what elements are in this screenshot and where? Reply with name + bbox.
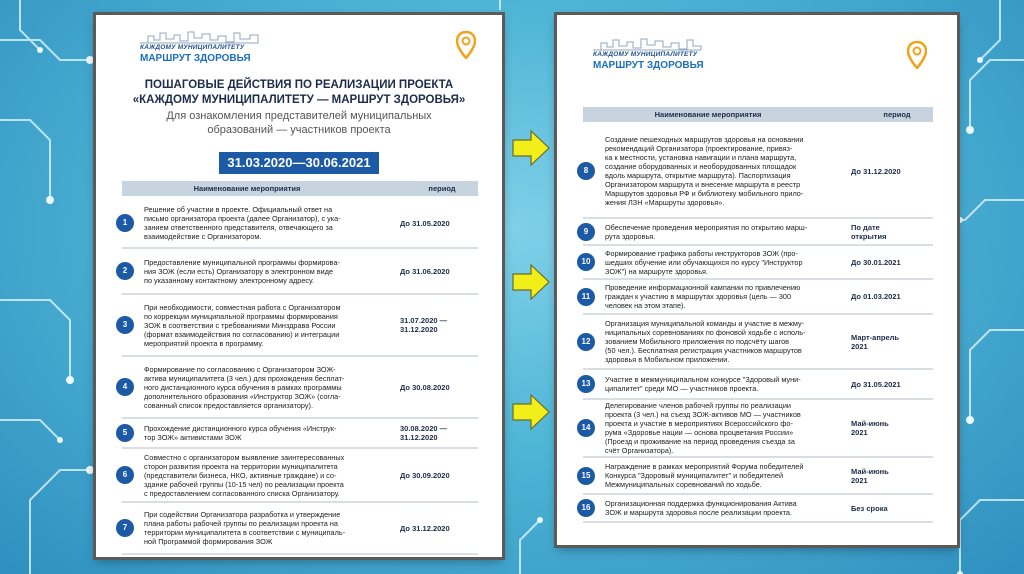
step-description-line: здание рабочей группы (10-15 чел) по реализации проекта xyxy=(144,480,344,489)
step-description-line: Конкурса "Здоровый муниципалитет" и победителей xyxy=(605,471,784,480)
step-description-line: жения ЛЗН «Маршруты здоровья». xyxy=(605,198,725,207)
step-description xyxy=(605,249,803,276)
right-steps-table xyxy=(583,107,933,537)
table-row xyxy=(583,458,933,495)
table-row xyxy=(583,370,933,400)
step-number: 1 xyxy=(116,214,134,232)
header-period: период xyxy=(883,110,911,119)
step-description-line: рута здоровья. xyxy=(605,232,656,241)
logo-tagline: КАЖДОМУ МУНИЦИПАЛИТЕТУ xyxy=(140,44,245,51)
step-description-line: Межмуниципальных соревнований по ходьбе. xyxy=(605,480,762,489)
right-arrow-icon xyxy=(511,392,551,432)
step-period-line: До 30.09.2020 xyxy=(400,471,450,480)
step-number: 2 xyxy=(116,262,134,280)
step-period xyxy=(851,167,901,176)
step-description-line: Формирование по согласованию с Организатором ЗОЖ- xyxy=(144,365,336,374)
step-description xyxy=(605,375,801,393)
step-description-line: (50 чел.). Бесплатная регистрация участников маршрутов xyxy=(605,346,802,355)
step-period-line: До 31.12.2020 xyxy=(400,524,450,533)
step-description-line: ной Программой формирования ЗОЖ xyxy=(144,537,273,546)
step-period xyxy=(851,258,901,267)
step-description xyxy=(605,401,801,455)
step-period-line: 31.12.2020 xyxy=(400,433,438,442)
step-description-line: вдоль маршрута, открытие маршрута). Паспортизация xyxy=(605,171,791,180)
step-period xyxy=(851,467,889,485)
page-title-line1: ПОШАГОВЫЕ ДЕЙСТВИЯ ПО РЕАЛИЗАЦИИ ПРОЕКТА xyxy=(144,79,454,91)
step-number: 5 xyxy=(116,424,134,442)
step-number: 3 xyxy=(116,316,134,334)
table-row xyxy=(122,199,478,249)
step-description-line: Совместно с организатором выявление заинтересованных xyxy=(144,453,345,462)
step-description-line: Прохождение дистанционного курса обучения «Инструк- xyxy=(144,424,337,433)
step-period-line: До 30.01.2021 xyxy=(851,258,901,267)
step-period xyxy=(851,380,901,389)
step-number: 13 xyxy=(577,375,595,393)
step-description-line: тор ЗОЖ» активистами ЗОЖ xyxy=(144,433,242,442)
step-number: 9 xyxy=(577,223,595,241)
step-description-line: ка к местности, установка навигации и плана маршрута, xyxy=(605,153,797,162)
left-steps-table xyxy=(122,181,478,551)
logo-title: МАРШРУТ ЗДОРОВЬЯ xyxy=(140,53,251,64)
step-description xyxy=(605,283,800,310)
step-description-line: ципалитет" среди МО — участников проекта. xyxy=(605,384,759,393)
step-description-line: Создание пешеходных маршрутов здоровья на основании xyxy=(605,135,804,144)
step-period-line: 2021 xyxy=(851,428,868,437)
step-description-line: взаимодействие с Организатором. xyxy=(144,232,262,241)
step-period-line: Март-апрель xyxy=(851,333,899,342)
step-description xyxy=(605,319,805,364)
step-period-line: До 31.12.2020 xyxy=(851,167,901,176)
step-description-line: сторон развития проекта на территории муниципалитета xyxy=(144,462,338,471)
step-description-line: человек на этом этапе). xyxy=(605,301,686,310)
step-description xyxy=(605,223,807,241)
step-description-line: зованием Мобильного приложения по подсчёту шагов xyxy=(605,337,790,346)
skyline-icon xyxy=(140,30,260,44)
table-header xyxy=(122,181,478,196)
step-description-line: Организационная поддержка функционирования Актива xyxy=(605,499,797,508)
step-description xyxy=(605,462,803,489)
step-description xyxy=(144,365,344,410)
table-row xyxy=(583,246,933,280)
step-description-line: с предоставлением согласованного списка Организатору. xyxy=(144,489,340,498)
step-description-line: рекомендаций Организатора (проектирование, привяз- xyxy=(605,144,793,153)
table-row xyxy=(583,219,933,246)
step-period-line: По дате xyxy=(851,223,880,232)
table-row xyxy=(122,357,478,419)
step-description-line: Предоставление муниципальной программы формирова- xyxy=(144,258,340,267)
step-number: 16 xyxy=(577,499,595,517)
step-description xyxy=(144,453,344,498)
step-number: 12 xyxy=(577,333,595,351)
step-description-line: письмо организатора проекта (далее Организатор), с ука- xyxy=(144,214,341,223)
table-header xyxy=(583,107,933,122)
step-period-line: До 31.05.2021 xyxy=(851,380,901,389)
step-description-line: Организатором маршрута и внесение маршрута в реестр xyxy=(605,180,801,189)
step-description-line: актива муниципалитета (3 чел.) для прохождения бесплат- xyxy=(144,374,345,383)
step-number: 11 xyxy=(577,288,595,306)
step-period-line: До 30.08.2020 xyxy=(400,383,450,392)
step-period-line: открытия xyxy=(851,232,887,241)
step-description-line: шедших обучение или обучающихся по курсу "Инструктор xyxy=(605,258,803,267)
table-row xyxy=(122,295,478,357)
right-arrow-icon xyxy=(511,128,551,168)
step-description-line: (Проезд и проживание на период проведения съезда за xyxy=(605,437,795,446)
step-description-line: ного дистанционного курса обучения в рамках программы xyxy=(144,383,342,392)
step-period xyxy=(851,333,899,351)
step-description-line: по указанному контактному электронному адресу. xyxy=(144,276,314,285)
step-period-line: 31.07.2020 — xyxy=(400,316,448,325)
subtitle-line1: Для ознакомления представителей муниципальных xyxy=(166,110,432,122)
step-number: 7 xyxy=(116,519,134,537)
step-period xyxy=(851,419,889,437)
step-description-line: (представители бизнеса, НКО, активные граждане) и со- xyxy=(144,471,337,480)
logo-tagline: КАЖДОМУ МУНИЦИПАЛИТЕТУ xyxy=(593,51,698,58)
header-period: период xyxy=(428,184,456,193)
step-period xyxy=(400,267,450,276)
step-description xyxy=(144,303,341,348)
step-description-line: Проведение информационной кампании по привлечению xyxy=(605,283,801,292)
step-description-line: плана работы рабочей группы по реализации проекта на xyxy=(144,519,338,528)
step-period xyxy=(851,292,901,301)
table-row xyxy=(583,495,933,523)
step-description-line: создание оборудованных и необорудованных площадок xyxy=(605,162,797,171)
step-period-line: Май-июнь xyxy=(851,467,889,476)
step-period xyxy=(400,471,450,480)
right-document-page xyxy=(557,15,957,545)
step-period-line: Без срока xyxy=(851,504,888,513)
step-description-line: ниципальных соревнованиях по фоновой ходьбе с исполь- xyxy=(605,328,806,337)
page-title-line2: «КАЖДОМУ МУНИЦИПАЛИТЕТУ — МАРШРУТ ЗДОРОВЬЯ» xyxy=(132,94,466,106)
step-period-line: 2021 xyxy=(851,342,868,351)
step-description-line: проекта (3 чел.) на съезд ЗОЖ-активов МО — участников xyxy=(605,410,801,419)
header-name: Наименование мероприятия xyxy=(654,110,762,119)
table-row xyxy=(122,249,478,295)
step-description-line: При необходимости, совместная работа с Организатором xyxy=(144,303,341,312)
subtitle-line2: образований — участников проекта xyxy=(207,124,391,136)
project-dates-badge: 31.03.2020—30.06.2021 xyxy=(219,152,379,174)
step-description-line: ния ЗОЖ (если есть) Организатору в электронном виде xyxy=(144,267,334,276)
left-document-page xyxy=(96,15,502,557)
step-description-line: по коррекции муниципальной программы формирования xyxy=(144,312,338,321)
step-period xyxy=(400,524,450,533)
step-description-line: счёт Организатора). xyxy=(605,446,674,455)
step-description xyxy=(144,510,345,546)
step-period-line: 31.12.2020 xyxy=(400,325,438,334)
step-description xyxy=(605,135,803,207)
step-description-line: здоровья в Мобильном приложении. xyxy=(605,355,730,364)
step-description-line: Награждение в рамках мероприятий Форума победителей xyxy=(605,462,804,471)
step-description-line: Решение об участии в проекте. Официальный ответ на xyxy=(144,205,333,214)
step-period xyxy=(400,219,450,228)
step-number: 15 xyxy=(577,467,595,485)
step-number: 6 xyxy=(116,466,134,484)
step-description-line: Маршрутов здоровья РФ и библиотеку мобильного прило- xyxy=(605,189,804,198)
step-description-line: занием ответственного представителя, отвечающего за xyxy=(144,223,333,232)
step-description-line: рума «Здоровье нации — основа процветания России» xyxy=(605,428,794,437)
step-description-line: дополнительного образования «Инструктор ЗОЖ» (согла- xyxy=(144,392,341,401)
table-row xyxy=(122,449,478,503)
header-name: Наименование мероприятия xyxy=(193,184,301,193)
step-description-line: проекта и участие в мероприятиях Всероссийского фо- xyxy=(605,419,793,428)
step-period xyxy=(400,316,447,334)
step-description-line: ЗОЖ и маршрута здоровья после реализации проекта. xyxy=(605,508,792,517)
step-period-line: До 31.06.2020 xyxy=(400,267,450,276)
step-description-line: Делегирование членов рабочей группы по реализации xyxy=(605,401,791,410)
table-row xyxy=(583,125,933,219)
step-period-line: Май-июнь xyxy=(851,419,889,428)
step-period xyxy=(400,383,450,392)
step-description-line: граждан к участию в маршрутах здоровья (цель — 300 xyxy=(605,292,792,301)
step-number: 10 xyxy=(577,253,595,271)
right-logo xyxy=(593,37,713,79)
step-description-line: Обеспечение проведения мероприятия по открытию марш- xyxy=(605,223,808,232)
step-description xyxy=(144,258,340,285)
table-row xyxy=(583,280,933,315)
step-period-line: 30.08.2020 — xyxy=(400,424,448,433)
table-row xyxy=(122,503,478,555)
step-description xyxy=(605,499,797,517)
step-description-line: сованный список предоставляется организатору). xyxy=(144,401,313,410)
location-pin-icon xyxy=(907,41,927,69)
right-arrow-icon xyxy=(511,262,551,302)
table-row xyxy=(122,419,478,449)
step-description xyxy=(144,205,341,241)
step-description-line: мероприятий проекта в программу. xyxy=(144,339,264,348)
step-number: 4 xyxy=(116,378,134,396)
step-period-line: До 01.03.2021 xyxy=(851,292,901,301)
step-description xyxy=(144,424,336,442)
logo-title: МАРШРУТ ЗДОРОВЬЯ xyxy=(593,60,704,71)
step-description-line: (формат взаимодействия по согласованию) и интеграции xyxy=(144,330,340,339)
step-description-line: При содействии Организатора разработка и утверждение xyxy=(144,510,341,519)
skyline-icon xyxy=(593,37,703,51)
location-pin-icon xyxy=(456,31,476,59)
step-number: 8 xyxy=(577,162,595,180)
step-period-line: До 31.05.2020 xyxy=(400,219,450,228)
step-period xyxy=(851,504,888,513)
left-logo xyxy=(140,30,260,72)
step-description-line: ЗОЖ в соответствии с требованиями Минздрава России xyxy=(144,321,336,330)
step-description-line: Участие в межмуниципальном конкурсе "Здоровый муни- xyxy=(605,375,801,384)
step-number: 14 xyxy=(577,419,595,437)
step-period xyxy=(851,223,886,241)
table-row xyxy=(583,315,933,370)
step-description-line: Организация муниципальной команды и участие в межму- xyxy=(605,319,805,328)
table-row xyxy=(583,400,933,458)
step-description-line: Формирование графика работы инструкторов ЗОЖ (про- xyxy=(605,249,798,258)
step-description-line: ЗОЖ") на маршруте здоровья. xyxy=(605,267,708,276)
step-period-line: 2021 xyxy=(851,476,868,485)
step-description-line: территории муниципалитета в соответствии с муниципаль- xyxy=(144,528,346,537)
step-period xyxy=(400,424,447,442)
